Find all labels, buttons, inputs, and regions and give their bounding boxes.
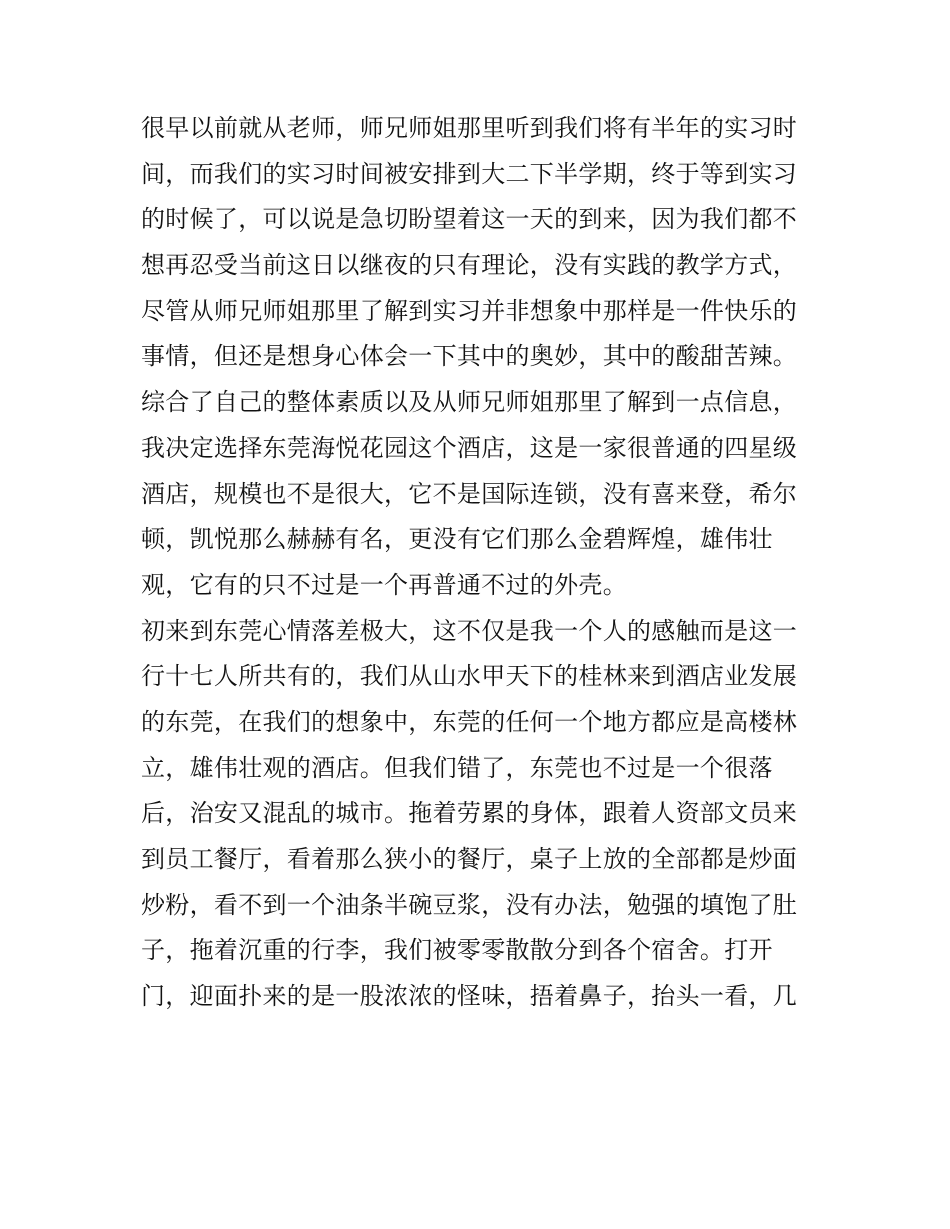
text-line: 顿，凯悦那么赫赫有名，更没有它们那么金碧辉煌，雄伟壮: [141, 525, 773, 554]
text-line: 到员工餐厅，看着那么狭小的餐厅，桌子上放的全部都是炒面: [141, 845, 798, 873]
text-line: 立，雄伟壮观的酒店。但我们错了，东莞也不过是一个很落: [141, 753, 773, 782]
text-line: 的时候了，可以说是急切盼望着这一天的到来，因为我们都不: [141, 205, 798, 234]
text-line: 的东莞，在我们的想象中，东莞的任何一个地方都应是高楼林: [141, 707, 798, 736]
document-body: [141, 106, 821, 1020]
paragraph-arrival-dongguan: [141, 609, 821, 1020]
text-line: 我决定选择东莞海悦花园这个酒店，这是一家很普通的四星级: [141, 433, 798, 462]
text-line: 尽管从师兄师姐那里了解到实习并非想象中那样是一件快乐的: [141, 296, 798, 325]
text-line: 初来到东莞心情落差极大，这不仅是我一个人的感触而是这一: [141, 616, 798, 645]
text-line: 子，拖着沉重的行李，我们被零零散散分到各个宿舍。打开: [141, 936, 773, 965]
text-line: 很早以前就从老师，师兄师姐那里听到我们将有半年的实习时: [141, 114, 798, 142]
text-line: 门，迎面扑来的是一股浓浓的怪味，捂着鼻子，抬头一看，几: [141, 982, 798, 1011]
text-line: 观，它有的只不过是一个再普通不过的外壳。: [141, 570, 627, 599]
text-line: 想再忍受当前这日以继夜的只有理论，没有实践的教学方式，: [141, 251, 798, 280]
text-line: 炒粉，看不到一个油条半碗豆浆，没有办法，勉强的填饱了肚: [141, 890, 798, 919]
text-line: 间，而我们的实习时间被安排到大二下半学期，终于等到实习: [141, 159, 798, 188]
text-line: 后，治安又混乱的城市。拖着劳累的身体，跟着人资部文员来: [141, 799, 798, 828]
paragraph-internship-intro: [141, 106, 821, 609]
text-line: 综合了自己的整体素质以及从师兄师姐那里了解到一点信息，: [141, 388, 798, 417]
text-line: 行十七人所共有的，我们从山水甲天下的桂林来到酒店业发展: [141, 662, 798, 691]
text-line: 事情，但还是想身心体会一下其中的奥妙，其中的酸甜苦辣。: [141, 342, 798, 371]
text-line: 酒店，规模也不是很大，它不是国际连锁，没有喜来登，希尔: [141, 479, 798, 508]
